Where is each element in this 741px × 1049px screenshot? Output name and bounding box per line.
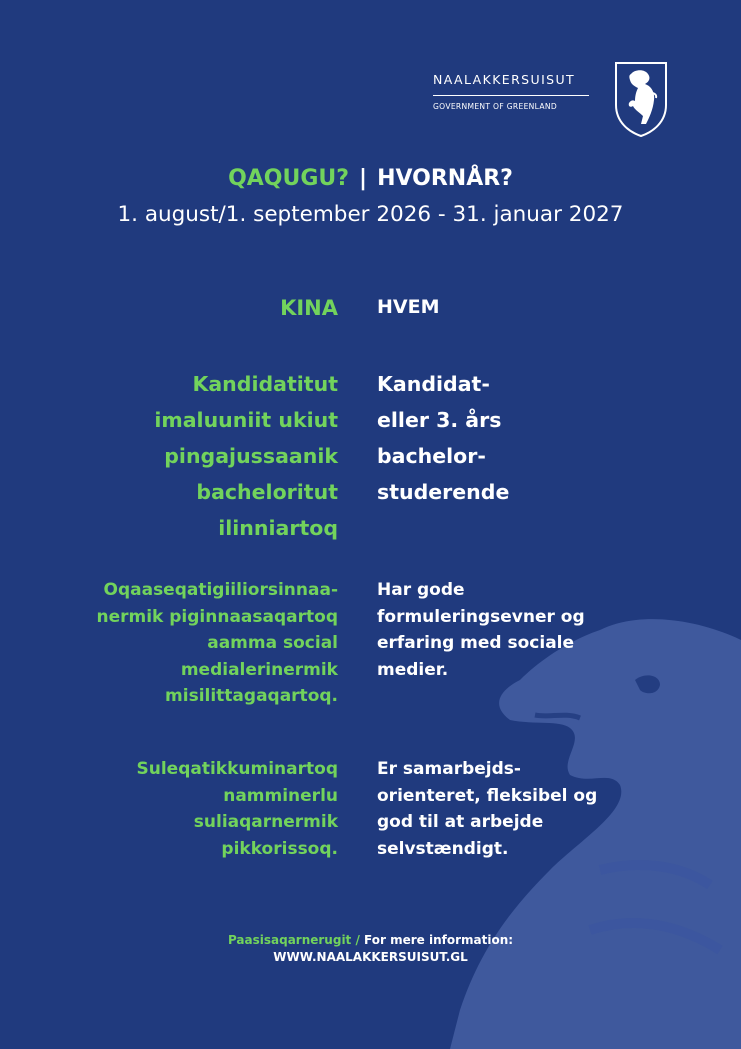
text-line: Kandidat- <box>377 372 490 396</box>
text-line: aamma social <box>207 633 338 653</box>
logo-divider <box>433 95 589 96</box>
text-line: medialerinermik <box>180 659 338 680</box>
text-line: namminerlu <box>223 785 338 806</box>
text-line: bacheloritut <box>196 480 338 504</box>
text-line: pingajussaanik <box>164 444 338 468</box>
text-line: studerende <box>377 480 510 504</box>
website-link[interactable]: WWW.NAALAKKERSUISUT.GL <box>273 950 468 964</box>
text-line: erfaring med sociale <box>377 633 575 653</box>
text-line: god til at arbejde <box>377 812 544 832</box>
logo-wordmark <box>433 72 593 111</box>
when-question-da: HVORNÅR? <box>377 166 513 191</box>
text-line: nermik piginnaasaqartoq <box>96 606 338 627</box>
requirement-1-kl <box>154 366 338 546</box>
text-line: Suleqatikkuminartoq <box>136 759 338 779</box>
text-line: pikkorissoq. <box>221 838 338 859</box>
text-line: Oqaaseqatigiiliorsinnaa- <box>103 580 338 600</box>
text-line: bachelor- <box>377 444 486 468</box>
requirement-1-da <box>377 366 509 510</box>
requirement-2-kl <box>96 577 338 710</box>
logo-name: NAALAKKERSUISUT <box>433 72 576 87</box>
polar-bear-shield-icon <box>613 60 669 138</box>
text-line: ilinniartoq <box>218 516 338 540</box>
requirement-3-da <box>377 756 597 862</box>
more-info-line <box>0 932 741 949</box>
requirement-2-da <box>377 577 585 683</box>
text-line: suliaqarnermik <box>193 812 338 832</box>
logo-subtitle: GOVERNMENT OF GREENLAND <box>433 102 557 111</box>
heading-separator: | <box>359 166 368 191</box>
text-line: Er samarbejds- <box>377 759 521 779</box>
government-logo <box>433 60 673 140</box>
text-line: Har gode <box>377 580 465 600</box>
footer-info <box>0 932 741 966</box>
who-heading-da: HVEM <box>377 296 440 318</box>
more-info-da: For mere information: <box>364 933 514 947</box>
text-line: misilittagaqartoq. <box>165 686 338 706</box>
when-heading <box>0 166 741 191</box>
text-line: medier. <box>377 659 449 680</box>
when-question-kl: QAQUGU? <box>228 166 350 191</box>
more-info-kl: Paasisaqarnerugit / <box>227 933 360 947</box>
date-range: 1. august/1. september 2026 - 31. januar 2027 <box>117 202 624 227</box>
requirement-3-kl <box>137 756 339 862</box>
who-heading-kl: KINA <box>280 296 338 320</box>
text-line: Kandidatitut <box>192 372 338 396</box>
text-line: imaluuniit ukiut <box>154 408 338 432</box>
text-line: selvstændigt. <box>377 838 509 859</box>
text-line: formuleringsevner og <box>377 606 585 627</box>
text-line: orienteret, fleksibel og <box>377 785 598 806</box>
text-line: eller 3. års <box>377 408 502 432</box>
